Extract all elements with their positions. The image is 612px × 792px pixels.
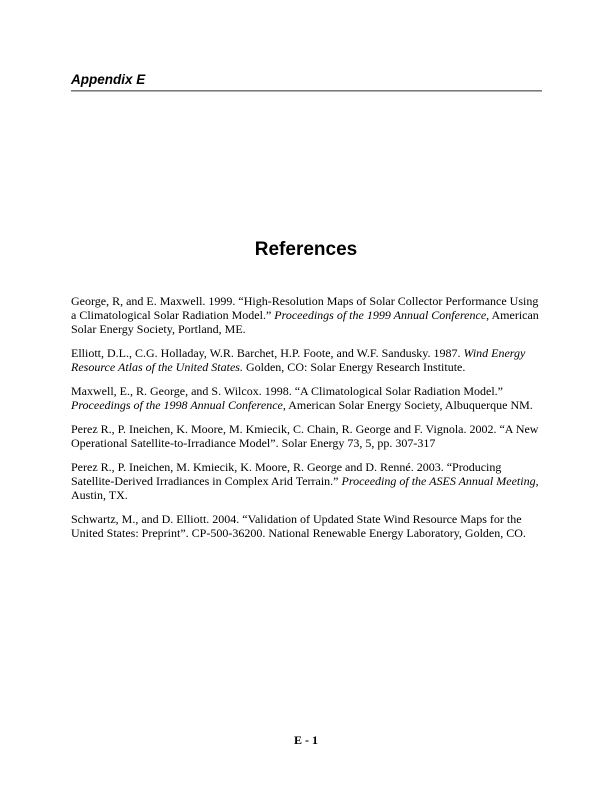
reference-text: Perez R., P. Ineichen, K. Moore, M. Kmiecik, C. Chain, R. George and F. Vignola. 2002. “A New Operational Satellite-to-Irradiance Model”. Solar Energy 73, 5, pp. 307-317 — [71, 421, 539, 451]
header-rule — [71, 90, 542, 92]
reference-item — [71, 512, 543, 540]
reference-item — [71, 422, 543, 450]
reference-source: Proceedings of the 1999 Annual Conference — [274, 308, 487, 323]
section-title: References — [254, 239, 358, 260]
reference-source: Proceeding of the ASES Annual Meeting — [341, 474, 536, 489]
reference-text: Elliott, D.L., C.G. Holladay, W.R. Barchet, H.P. Foote, and W.F. Sandusky. 1987. — [71, 346, 464, 361]
reference-text: Golden, CO: Solar Energy Research Institute. — [242, 360, 466, 375]
reference-text: Schwartz, M., and D. Elliott. 2004. “Validation of Updated State Wind Resource Maps for the United States: Preprint”. CP-500-36200. National Renewable Energy Laboratory, Golden, CO. — [71, 511, 526, 541]
reference-text: , American Solar Energy Society, Albuquerque NM. — [282, 398, 533, 413]
reference-item — [71, 294, 543, 337]
reference-text: Maxwell, E., R. George, and S. Wilcox. 1998. “A Climatological Solar Radiation Model.” — [71, 384, 504, 399]
reference-source: Wind Energy Resource Atlas of the United States. — [71, 346, 526, 375]
page-number: E - 1 — [294, 733, 318, 747]
running-header: Appendix E — [71, 72, 146, 87]
reference-item — [71, 384, 543, 412]
reference-text: , Austin, TX. — [71, 474, 539, 503]
reference-item — [71, 346, 543, 374]
reference-list — [71, 294, 543, 550]
reference-text: , American Solar Energy Society, Portland, ME. — [71, 308, 539, 337]
reference-source: Proceedings of the 1998 Annual Conference — [71, 398, 283, 413]
reference-text: Perez R., P. Ineichen, M. Kmiecik, K. Moore, R. George and D. Renné. 2003. “Producing Satellite-Derived Irradiances in Complex Arid Terrain.” — [71, 459, 502, 489]
reference-item — [71, 460, 543, 503]
reference-text: George, R, and E. Maxwell. 1999. “High-Resolution Maps of Solar Collector Performance Using a Climatological Solar Radiation Model.” — [71, 294, 539, 323]
